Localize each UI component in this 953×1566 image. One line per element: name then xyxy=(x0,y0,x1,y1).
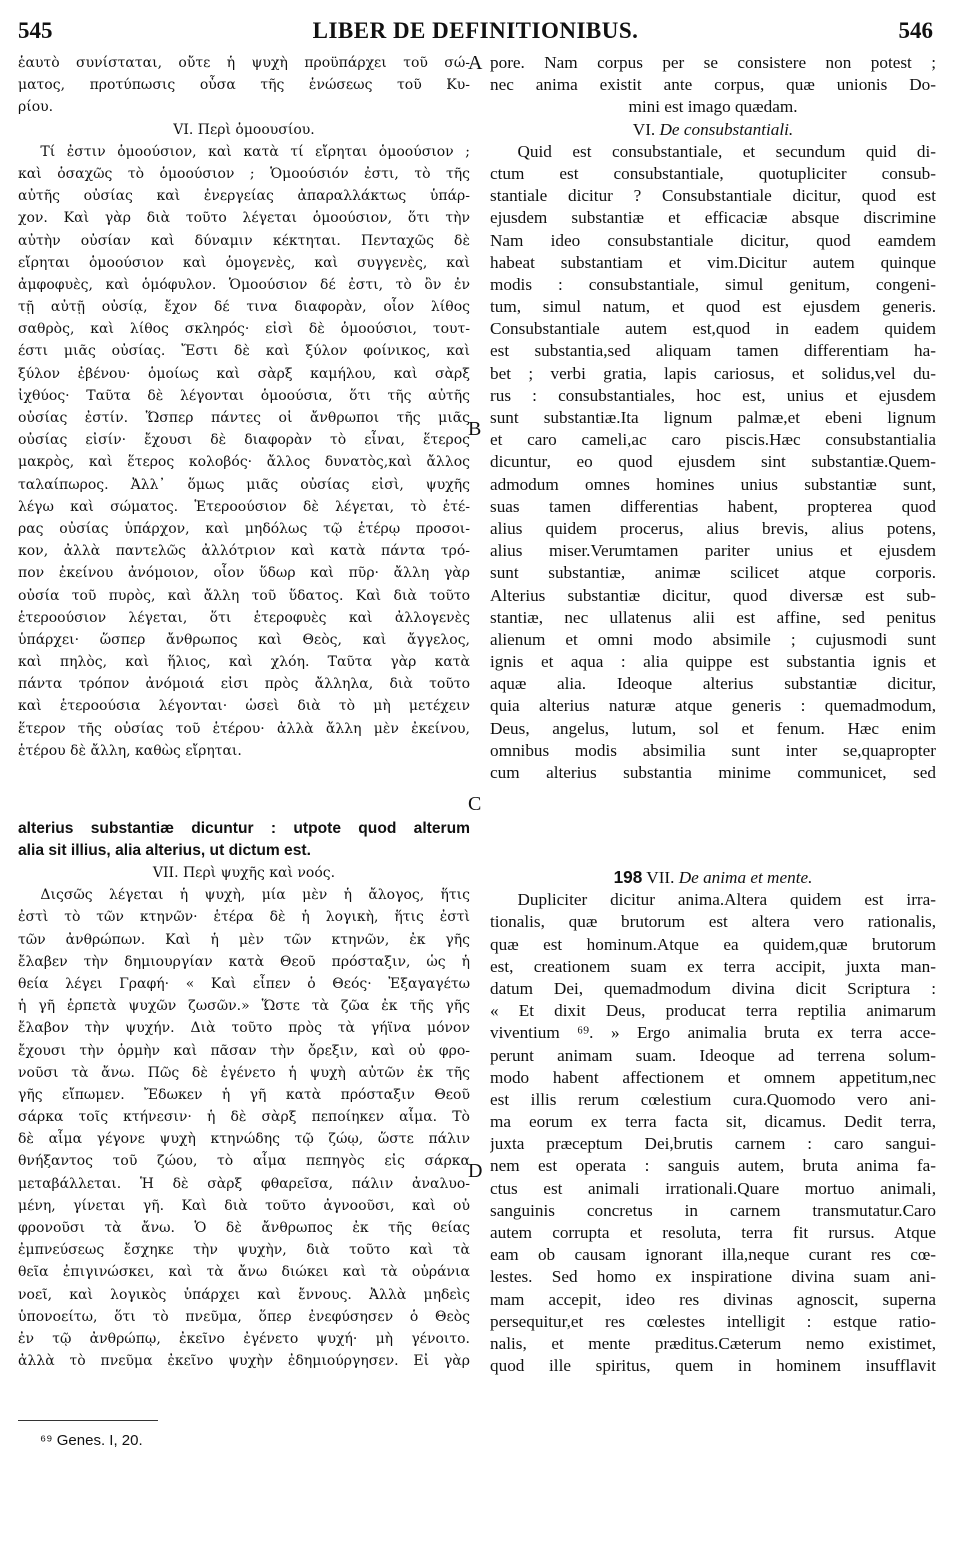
text-line: sanguinis concretus in carnem transmutatur.Caro xyxy=(490,1200,936,1220)
text-line: nalis, et mente præditus.Cæterum nemo existimet, xyxy=(490,1333,936,1353)
text-line: est, creationem suam ex terra accipit, juxta man- xyxy=(490,956,936,976)
text-line: μακρὸς, καὶ ἕτερος κολοβός· ἄλλος δυνατὸς,καὶ ἄλλος xyxy=(18,454,470,471)
text-line: eam ob causam ignorant illa,neque curant res cœ- xyxy=(490,1245,936,1265)
page-number-right: 546 xyxy=(898,18,933,43)
text-line: habeat substantiam et vim.Dicitur autem quinque xyxy=(490,252,936,272)
text-line: et caro cameli,ac caro piscis.Hæc consubstantialia xyxy=(490,430,936,450)
margin-letter-d: D xyxy=(468,1160,483,1182)
heading-7-title: De anima et mente. xyxy=(678,868,813,887)
text-line: Διςσῶς λέγεται ἡ ψυχὴ, μία μὲν ἡ ἄλογος, ἥτις xyxy=(40,887,470,904)
text-line: ἔλαβον τὴν ψυχήν. Διὰ τοῦτο πρὸς τὰ γήϊνα μόνον xyxy=(18,1020,470,1037)
text-line: alius quidem procerus, alius brevis, alius potens, xyxy=(490,518,936,538)
text-line: perunt animam suam. Ideoque ad terrena solum- xyxy=(490,1045,936,1065)
text-line: ἡ γῆ ἑρπετὰ ψυχῶν ζωσῶν.» Ὥστε τὰ ζῶα ἐκ τῆς γῆς xyxy=(18,998,470,1015)
text-line: suas tamen differentias habent, propterea quod xyxy=(490,496,936,516)
text-line: tionalis, quæ brutorum est altera vero rationalis, xyxy=(490,912,936,932)
text-line: quæ est hominum.Atque ea quidem,quæ brutorum xyxy=(490,934,936,954)
text-line: « Et dixit Deus, producat terra reptilia animarum xyxy=(490,1001,936,1021)
text-line: καὶ ἑτεροούσια λέγονται· ὡσεὶ διὰ τὸ μὴ μετέχειν xyxy=(18,698,470,715)
text-line: οὐσίας εἰσίν· ἔχουσι δὲ διαφορὰν τὸ εἶναι, ἕτερος xyxy=(18,432,470,449)
text-line: datum Dei, quemadmodum divina dicit Scriptura : xyxy=(490,978,936,998)
text-line: ejusdem substantiæ et efficaciæ absque discrimine xyxy=(490,208,936,228)
text-line: σάρκα τοῖς κτήνεσιν· ἡ δὲ σὰρξ πεποίηκεν αἷμα. Τὸ xyxy=(18,1109,470,1126)
text-line: ἀλλὰ τὸ πνεῦμα ἐκεῖνο ψυχὴν ἐδημιούργησεν. Εἰ γὰρ xyxy=(18,1353,470,1370)
text-line: θνήξαντος τοῦ ζώου, τὸ αἷμα πεπηγὸς εἰς σάρκα xyxy=(18,1153,470,1170)
text-line: εἴρηται ὁμοούσιον καὶ ὁμογενὲς, καὶ συγγενὲς, καὶ xyxy=(18,254,470,271)
text-line: quod ille spiritus, quem in hominem insufflavit xyxy=(490,1356,936,1376)
text-line: καὶ πηλὸς, καὶ ἥλιος, καὶ χλόη. Ταῦτα γὰρ κατὰ xyxy=(18,654,470,671)
greek-heading-6: VI. Περὶ ὁμοουσίου. xyxy=(173,121,315,138)
text-line: μένη, γίνεται γῆ. Καὶ διὰ τοῦτο ἀγνοοῦσι, καὶ οὐ xyxy=(18,1197,470,1214)
running-title: LIBER DE DEFINITIONIBUS. xyxy=(312,18,639,43)
bridge-line: alia sit illius, alia alterius, ut dictum est. xyxy=(18,842,311,860)
text-line: ctum est consubstantiale, quotupliciter consub- xyxy=(490,163,936,183)
margin-letter-a: A xyxy=(468,52,483,74)
heading-7-number: VII. xyxy=(646,868,675,887)
text-line: οὐσίας ἐστίν. Ὥσπερ πάντες οἱ ἄνθρωποι τῆς μιᾶς xyxy=(18,410,470,427)
text-line: modo habent affectionem et omnem appetitum,nec xyxy=(490,1067,936,1087)
latin-line: mini est imago quædam. xyxy=(628,97,798,117)
text-line: est substantia,sed aliquam tamen differentiam ha- xyxy=(490,341,936,361)
text-line: alius miser.Verumtamen pariter unius et ejusdem xyxy=(490,541,936,561)
text-line: ἔχουσι τὴν ὁρμὴν καὶ πᾶσαν τὴν ὄρεξιν, καὶ οὐ φρο- xyxy=(18,1042,470,1059)
text-line: έστι μιᾶς οὐσίας. Ἔστι δὲ καὶ ξύλον φοίνικος, καὶ xyxy=(18,343,470,360)
text-line: modis : consubstantiale, simul genitum, congeni- xyxy=(490,274,936,294)
text-line: admodum omnes homines unius substantiæ sunt, xyxy=(490,474,936,494)
text-line: dicuntur, eo quod ejusdem sint substantiæ.Quem- xyxy=(490,452,936,472)
latin-line: nec anima existit ante corpus, quæ unionis Do- xyxy=(490,75,936,95)
text-line: Τί ἐστιν ὁμοούσιον, καὶ κατὰ τί εἴρηται ὁμοούσιον ; xyxy=(40,143,470,160)
greek-line: ἑαυτὸ συνίσταται, οὔτε ἡ ψυχὴ προϋπάρχει τοῦ σώ- xyxy=(18,55,470,71)
text-line: ἐμπνεύσεως ἔσχηκε τὴν ψυχὴν, διὰ τοῦτο καὶ τὰ xyxy=(18,1242,470,1259)
text-line: ἐστὶ τὸ τῶν κτηνῶν· ἑτέρα δὲ ἡ λογικὴ, ἥτις ἐστὶ xyxy=(18,909,470,926)
column-number: 198 xyxy=(613,867,643,887)
footnote: ⁶⁹ Genes. I, 20. xyxy=(40,1432,143,1449)
latin-section-6 xyxy=(490,141,936,784)
greek-line: ματος, προτύπωσις οὖσα τῆς ἑνώσεως τοῦ Κυ- xyxy=(18,77,470,94)
text-line: rus : consubstantiales, hoc est, unius et ejusdem xyxy=(490,385,936,405)
text-line: σαθρὸς, καὶ λίθος σκληρός· εἰσὶ δὲ ὁμοούσιοι, τουτ- xyxy=(18,321,470,338)
text-line: sunt substantiæ, animæ scilicet atque corporis. xyxy=(490,563,936,583)
heading-6-title: De consubstantiali. xyxy=(659,119,794,139)
text-line: ma eorum ex terra facta sit, dicamus. Dedit terra, xyxy=(490,1112,936,1132)
greek-heading-7: VII. Περὶ ψυχῆς καὶ νοός. xyxy=(152,865,336,881)
latin-heading-7 xyxy=(490,866,936,889)
greek-section-7 xyxy=(18,884,470,1372)
text-line: tum, simul natum, et quod est ejusdem generis. xyxy=(490,297,936,317)
text-line: αὐτὴν οὐσίαν καὶ δύναμιν κέκτηται. Πενταχῶς δὲ xyxy=(18,232,470,249)
text-line: bet ; verbi gratia, lapis cariosus, et solidus,vel du- xyxy=(490,363,936,383)
latin-heading-6 xyxy=(490,119,936,141)
text-line: persequitur,et res cœlestes intelligit : estque ratio- xyxy=(490,1311,936,1331)
text-line: Deus, angelus, lutum, sol et fenum. Hæc enim xyxy=(490,718,936,738)
latin-bridge-text xyxy=(18,818,470,862)
text-line: quia alterius naturæ atque generis : quemadmodum, xyxy=(490,696,936,716)
text-line: ὑπονοείτω, ὅτι τὸ πνεῦμα, ὅπερ ἐνεφύσησεν ὁ Θεὸς xyxy=(18,1308,470,1325)
text-line: aquæ alia. Ideoque alterius substantiæ dicitur, xyxy=(490,674,936,694)
text-line: alienum et omni modo absimile ; cujusmodi sunt xyxy=(490,629,936,649)
text-line: κον, ἀλλὰ παντελῶς ἀλλότριον καὶ κατὰ πάντα τρό- xyxy=(18,543,470,560)
greek-column xyxy=(18,52,470,762)
bridge-line: alterius substantiæ dicuntur : utpote quod alterum xyxy=(18,820,470,837)
text-line: θεία λέγει Γραφή· « Καὶ εἶπεν ὁ Θεός· Ἐξαγαγέτω xyxy=(18,975,470,992)
text-line: ignis et aqua : alia quippe est substantia ignis et xyxy=(490,652,936,672)
greek-line: ρίου. xyxy=(18,99,54,116)
text-line: cum alterius substantia minime communicet, sed xyxy=(490,763,936,783)
text-line: οὐσία τοῦ πυρὸς, καὶ ἄλλη τοῦ ὕδατος. Καὶ διὰ τοῦτο xyxy=(18,587,470,604)
text-line: ἐν τῷ ἀνθρώπῳ, ἐκεῖνο ἐγένετο ψυχή· μὴ γένοιτο. xyxy=(18,1330,470,1347)
text-line: ἑτεροούσιον λέγεται, ὅτι ἑτεροφυὲς καὶ ἀλλογενὲς xyxy=(18,609,470,626)
latin-section-7 xyxy=(490,889,936,1377)
text-line: Alterius substantiæ dicitur, quod diversæ est sub- xyxy=(490,585,936,605)
text-line: ἕτερον τῆς οὐσίας τοῦ ἑτέρου· ἀλλὰ ἄλλη μὲν ἐκείνου, xyxy=(18,720,470,737)
text-line: omnibus modis absimilia sunt inter se,quapropter xyxy=(490,740,936,760)
text-line: νοεῖ, καὶ λογικὸς ὑπάρχει καὶ ἔννους. Ἀλλὰ μηδεὶς xyxy=(18,1286,470,1303)
text-line: Nam ideo consubstantiale dicitur, quod eamdem xyxy=(490,230,936,250)
text-line: πον ἐκείνου ἀνόμοιον, οἷον ὕδωρ καὶ πῦρ· ἄλλη γὰρ xyxy=(18,565,470,582)
text-line: ἰχθύος· Ταῦτα δὲ λέγονται ὁμοούσια, ὅτι τῆς αὐτῆς xyxy=(18,387,470,404)
text-line: ξύλον ἐβένου· ὁμοίως καὶ σὰρξ καμήλου, καὶ σὰρξ xyxy=(18,365,470,382)
text-line: autem corrupta et resoluta, terra fit rursus. Atque xyxy=(490,1223,936,1243)
text-line: γῆς εἴπωμεν. Ἔδωκεν ἡ γῆ κατὰ πρόσταξιν Θεοῦ xyxy=(18,1086,470,1103)
greek-section-6 xyxy=(18,141,470,762)
text-line: mam accepit, ideo res divinas agnoscit, superna xyxy=(490,1289,936,1309)
text-line: μεταβάλλεται. Ἡ δὲ σὰρξ φθαρεῖσα, πάλιν ἀναλυο- xyxy=(18,1175,470,1192)
text-line: θεῖα ἐπιγινώσκει, καὶ τὰ ἄνω διώκει καὶ τὰ οὐράνια xyxy=(18,1264,470,1281)
text-line: ctus est animali irrationali.Quare mortuo animali, xyxy=(490,1178,936,1198)
text-line: ἀμφοφυὲς, καὶ ὁμόφυλον. Ὁμοούσιον δέ ἐστι, τὸ ὂν ἐν xyxy=(18,276,470,293)
latin-line: pore. Nam corpus per se consistere non potest ; xyxy=(490,53,936,72)
text-line: καὶ ὁσαχῶς τὸ ὁμοούσιον ; Ὁμοούσιόν ἐστι, τὸ τῆς xyxy=(18,165,470,182)
text-line: Consubstantiale autem est,quod in eadem quidem xyxy=(490,319,936,339)
text-line: stantiale dicitur ? Consubstantiale dicitur, quod est xyxy=(490,186,936,206)
text-line: χον. Καὶ γὰρ διὰ τοῦτο λέγεται ὁμοούσιον, ὅτι τὴν xyxy=(18,210,470,227)
text-line: juxta præceptum Dei,brutis carnem : caro sangui- xyxy=(490,1134,936,1154)
text-line: τῇ αὐτῇ οὐσίᾳ, ἔχον δέ τινα διαφορὰν, οἷον λίθος xyxy=(18,299,470,316)
page-number-left: 545 xyxy=(18,18,53,43)
text-line: ὑπάρχει· ὥσπερ ἄνθρωπος καὶ Θεὸς, καὶ ἄγγελος, xyxy=(18,631,470,648)
text-line: sunt substantiæ.Ita lignum palmæ,et ebeni lignum xyxy=(490,408,936,428)
footnote-rule xyxy=(18,1420,158,1421)
text-line: lestes. Sed homo ex inspiratione divina suam ani- xyxy=(490,1267,936,1287)
text-line: nem est operata : sanguis autem, bruta anima fa- xyxy=(490,1156,936,1176)
greek-column-lower xyxy=(18,862,470,1372)
text-line: est illis rerum cœlestium cura.Quomodo vero ani- xyxy=(490,1089,936,1109)
text-line: stantiæ, nec ullatenus alii est affine, sed penitus xyxy=(490,607,936,627)
latin-column-lower xyxy=(490,866,936,1377)
text-line: νοῦσι τὰ ἄνω. Πῶς δὲ ἐγένετο ἡ ψυχὴ αὐτῶν ἐκ τῆς xyxy=(18,1064,470,1081)
text-line: φρονοῦσι τὰ ἄνω. Ὁ δὲ ἄνθρωπος ἐκ τῆς θείας xyxy=(18,1220,470,1237)
text-line: πάντα τρόπον ἀνόμοιά εἰσι πρὸς ἄλληλα, διὰ τοῦτο xyxy=(18,676,470,693)
margin-letter-c: C xyxy=(468,793,482,815)
page-header xyxy=(18,16,933,50)
text-line: Dupliciter dicitur anima.Altera quidem est irra- xyxy=(517,890,936,910)
text-line: λέγω καὶ σώματος. Ἑτεροούσιον δὲ λέγεται, τὸ ἑτέ- xyxy=(18,498,470,515)
heading-6-number: VI. xyxy=(632,119,656,139)
latin-column xyxy=(490,52,936,784)
text-line: αὐτῆς οὐσίας καὶ ἐνεργείας ἀπαραλλάκτως ὑπάρ- xyxy=(18,188,470,205)
text-line: viventium ⁶⁹. » Ergo animalia bruta ex terra acce- xyxy=(490,1023,936,1043)
margin-letter-b: B xyxy=(468,418,482,440)
text-line: ταλαίπωρος. Ἀλλ᾽ ὅμως μιᾶς οὐσίας εἰσὶ, ψυχῆς xyxy=(18,476,470,493)
text-line: τῶν ἀνθρώπων. Καὶ ἡ μὲν τῶν κτηνῶν, ἐκ γῆς xyxy=(18,931,470,948)
text-line: ρας οὐσίας ὑπάρχον, καὶ μηδόλως τῷ ἑτέρῳ προσοι- xyxy=(18,520,470,537)
text-line: Quid est consubstantiale, et secundum quid di- xyxy=(517,141,936,161)
text-line: ἑτέρου δὲ ἄλλη, καθὼς εἴρηται. xyxy=(18,742,242,759)
text-line: δὲ αἷμα γέγονε ψυχὴ κτηνώδης τῷ ζώῳ, ὥστε πάλιν xyxy=(18,1131,470,1148)
text-line: ἔλαβεν τὴν δημιουργίαν κατὰ Θεοῦ πρόσταξιν, ὡς ἡ xyxy=(18,953,470,970)
